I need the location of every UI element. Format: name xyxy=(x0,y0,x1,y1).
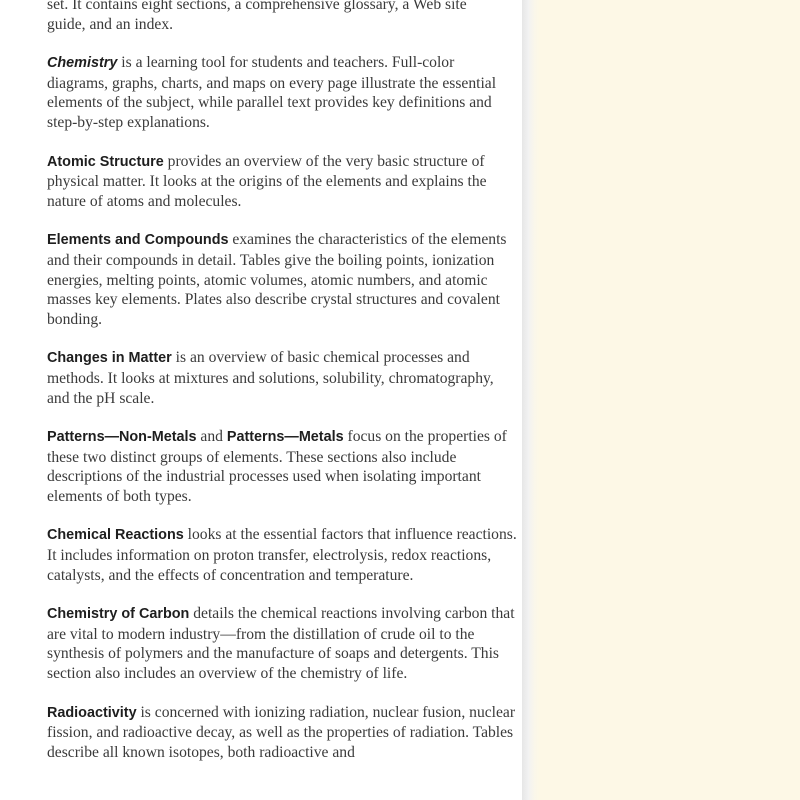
intro-line-2: guide, and an index. xyxy=(47,15,174,33)
section-title: Changes in Matter xyxy=(47,350,172,367)
section-description-text: looks at the essential factors that influence reactions. It includes information on proton transfer, electrolysis, redox reactions, catalysts, and the effects of concentration and temperature. xyxy=(47,526,517,584)
section-title: Patterns—Non-Metals xyxy=(47,429,197,446)
section-description-chemical-reactions xyxy=(47,525,517,585)
section-description-text: provides an overview of the very basic structure of physical matter. It looks at the origins of the elements and explains the nature of atoms and molecules. xyxy=(47,152,487,210)
section-description-text: is a learning tool for students and teachers. Full-color diagrams, graphs, charts, and maps on every page illustrate the essential elements of the subject, while parallel text provides key definitions and step-by-step explanations. xyxy=(47,54,497,131)
section-description-text: focus on the properties of these two distinct groups of elements. These sections also include descriptions of the industrial processes used when isolating important elements of both types. xyxy=(47,428,507,505)
page-text xyxy=(47,0,517,762)
section-description-atomic-structure xyxy=(47,152,517,212)
section-title: Chemistry xyxy=(47,55,118,72)
section-description-text: details the chemical reactions involving carbon that are vital to modern industry—from the distillation of crude oil to the synthesis of polymers and the manufacture of soaps and detergents. This section also includes an overview of the chemistry of life. xyxy=(47,605,515,683)
page-gutter-shadow xyxy=(522,0,540,800)
section-description-text: is an overview of basic chemical processes and methods. It looks at mixtures and solutions, solubility, chromatography, and the pH scale. xyxy=(47,349,494,407)
section-description-radioactivity xyxy=(47,703,517,763)
section-title: Chemical Reactions xyxy=(47,527,184,544)
section-description-text: examines the characteristics of the elements and their compounds in detail. Tables give the boiling points, ionization energies, melting points, atomic volumes, atomic numbers, and atomic masses key elements. Plates also describe crystal structures and covalent bonding. xyxy=(47,231,507,328)
section-description-changes-in-matter xyxy=(47,348,517,408)
intro-line-1: set. It contains eight sections, a comprehensive glossary, a Web site xyxy=(47,0,467,13)
section-description-patterns xyxy=(47,427,517,506)
section-title: Radioactivity xyxy=(47,704,137,721)
section-description-chemistry-of-carbon xyxy=(47,604,517,683)
section-title: Elements and Compounds xyxy=(47,232,229,249)
section-description-elements-and-compounds xyxy=(47,230,517,329)
section-title: Chemistry of Carbon xyxy=(47,606,190,623)
section-title-2: Patterns—Metals xyxy=(226,429,344,446)
section-description-text: is concerned with ionizing radiation, nuclear fusion, nuclear fission, and radioactive decay, as well as the properties of radiation. Tables describe all known isotopes, both radioactive and xyxy=(47,703,516,761)
section-title: Atomic Structure xyxy=(47,153,164,170)
intro-paragraph xyxy=(47,0,517,34)
title-connector: and xyxy=(196,428,227,446)
section-description-chemistry xyxy=(47,53,517,132)
